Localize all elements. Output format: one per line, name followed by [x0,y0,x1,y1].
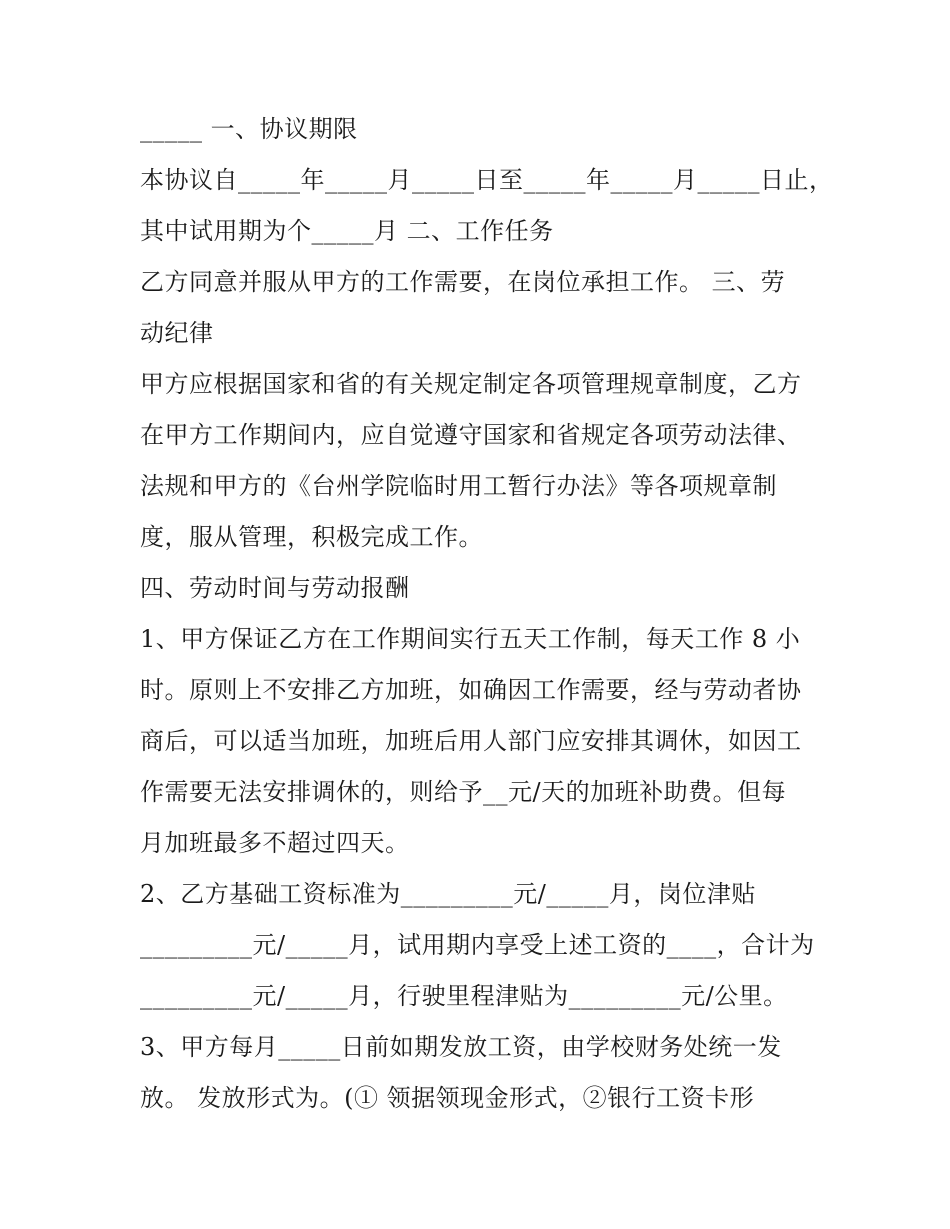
text-line: 2、乙方基础工资标准为_________元/_____月，岗位津贴 [140,880,756,908]
text-line: 四、劳动时间与劳动报酬 [140,574,410,602]
text-line: _____ 一、协议期限 [140,115,358,143]
text-line: 3、甲方每月_____日前如期发放工资，由学校财务处统一发 [140,1033,782,1061]
text-line: 乙方同意并服从甲方的工作需要，在岗位承担工作。 三、劳 [140,268,786,296]
text-line: 甲方应根据国家和省的有关规定制定各项管理规章制度，乙方 [140,370,802,398]
text-line: 作需要无法安排调休的，则给予__元/天的加班补助费。但每 [140,778,787,806]
text-line: 动纪律 [140,319,214,347]
text-line: 商后，可以适当加班，加班后用人部门应安排其调休，如因工 [140,727,802,755]
text-line: 放。 发放形式为。(① 领据领现金形式，②银行工资卡形 [140,1084,755,1112]
text-line: 其中试用期为个_____月 二、工作任务 [140,217,554,245]
text-line: _________元/_____月，试用期内享受上述工资的____，合计为 [140,931,815,959]
text-line: 月加班最多不超过四天。 [140,829,410,857]
text-line: 1、甲方保证乙方在工作期间实行五天工作制，每天工作 8 小 [140,625,801,653]
text-line: _________元/_____月，行驶里程津贴为_________元/公里。 [140,982,788,1010]
text-line: 本协议自_____年_____月_____日至_____年_____月_____日止， [140,166,834,194]
text-line: 时。原则上不安排乙方加班，如确因工作需要，经与劳动者协 [140,676,802,704]
text-line: 度，服从管理，积极完成工作。 [140,523,483,551]
text-line: 在甲方工作期间内，应自觉遵守国家和省规定各项劳动法律、 [140,421,802,449]
text-line: 法规和甲方的《台州学院临时用工暂行办法》等各项规章制 [140,472,777,500]
